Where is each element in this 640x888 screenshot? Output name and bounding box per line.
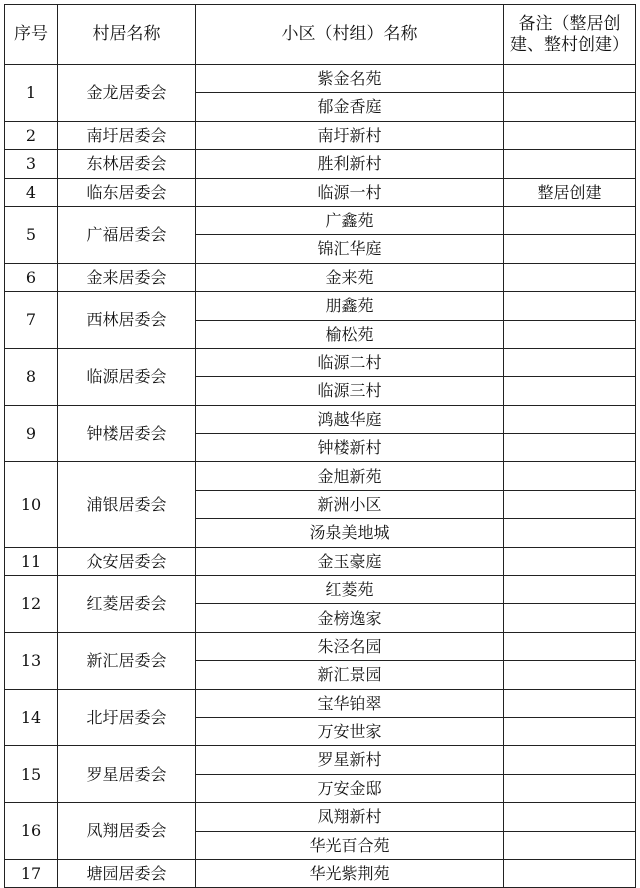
serial-number-cell: 3 xyxy=(5,150,58,178)
committee-name-cell: 北圩居委会 xyxy=(58,689,196,746)
table-row xyxy=(5,348,636,376)
table-body xyxy=(5,65,636,888)
remarks-cell xyxy=(504,93,636,121)
remarks-cell xyxy=(504,292,636,320)
remarks-cell xyxy=(504,803,636,831)
table-row xyxy=(5,121,636,149)
committee-name-cell: 临东居委会 xyxy=(58,178,196,206)
remarks-cell xyxy=(504,263,636,291)
table-row xyxy=(5,462,636,490)
community-name-cell: 郁金香庭 xyxy=(196,93,504,121)
community-name-cell: 钟楼新村 xyxy=(196,434,504,462)
serial-number-cell: 14 xyxy=(5,689,58,746)
remarks-cell xyxy=(504,604,636,632)
committee-name-cell: 西林居委会 xyxy=(58,292,196,349)
community-name-cell: 凤翔新村 xyxy=(196,803,504,831)
remarks-cell xyxy=(504,434,636,462)
serial-number-cell: 10 xyxy=(5,462,58,547)
remarks-cell xyxy=(504,661,636,689)
committee-name-cell: 浦银居委会 xyxy=(58,462,196,547)
committee-name-cell: 金来居委会 xyxy=(58,263,196,291)
committee-name-cell: 广福居委会 xyxy=(58,206,196,263)
community-name-cell: 华光紫荆苑 xyxy=(196,859,504,887)
community-name-cell: 锦汇华庭 xyxy=(196,235,504,263)
remarks-cell xyxy=(504,689,636,717)
committee-name-cell: 红菱居委会 xyxy=(58,576,196,633)
serial-number-cell: 17 xyxy=(5,859,58,887)
remarks-cell xyxy=(504,206,636,234)
community-name-cell: 万安世家 xyxy=(196,717,504,745)
serial-number-cell: 15 xyxy=(5,746,58,803)
table-row xyxy=(5,576,636,604)
committee-name-cell: 东林居委会 xyxy=(58,150,196,178)
committee-name-cell: 罗星居委会 xyxy=(58,746,196,803)
table-row xyxy=(5,803,636,831)
serial-number-cell: 4 xyxy=(5,178,58,206)
committee-name-cell: 金龙居委会 xyxy=(58,65,196,122)
remarks-cell xyxy=(504,462,636,490)
community-name-cell: 华光百合苑 xyxy=(196,831,504,859)
community-name-cell: 宝华铂翠 xyxy=(196,689,504,717)
remarks-cell xyxy=(504,717,636,745)
serial-number-cell: 9 xyxy=(5,405,58,462)
community-name-cell: 新汇景园 xyxy=(196,661,504,689)
community-name-cell: 广鑫苑 xyxy=(196,206,504,234)
table-row xyxy=(5,263,636,291)
serial-number-cell: 1 xyxy=(5,65,58,122)
header-remarks: 备注（整居创建、整村创建） xyxy=(504,5,636,65)
table-row xyxy=(5,632,636,660)
community-name-cell: 罗星新村 xyxy=(196,746,504,774)
table-row xyxy=(5,206,636,234)
community-name-cell: 万安金邸 xyxy=(196,774,504,802)
remarks-cell xyxy=(504,632,636,660)
remarks-cell xyxy=(504,121,636,149)
table-row xyxy=(5,178,636,206)
table-row xyxy=(5,405,636,433)
remarks-cell xyxy=(504,547,636,575)
community-name-cell: 南圩新村 xyxy=(196,121,504,149)
committee-name-cell: 新汇居委会 xyxy=(58,632,196,689)
committee-name-cell: 南圩居委会 xyxy=(58,121,196,149)
remarks-cell xyxy=(504,377,636,405)
remarks-cell xyxy=(504,405,636,433)
committee-name-cell: 众安居委会 xyxy=(58,547,196,575)
community-name-cell: 朱泾名园 xyxy=(196,632,504,660)
remarks-cell xyxy=(504,519,636,547)
remarks-cell xyxy=(504,320,636,348)
table-row xyxy=(5,292,636,320)
community-name-cell: 朋鑫苑 xyxy=(196,292,504,320)
committee-name-cell: 钟楼居委会 xyxy=(58,405,196,462)
committee-name-cell: 临源居委会 xyxy=(58,348,196,405)
community-name-cell: 新洲小区 xyxy=(196,490,504,518)
community-name-cell: 红菱苑 xyxy=(196,576,504,604)
serial-number-cell: 16 xyxy=(5,803,58,860)
committee-name-cell: 凤翔居委会 xyxy=(58,803,196,860)
serial-number-cell: 5 xyxy=(5,206,58,263)
remarks-cell xyxy=(504,859,636,887)
serial-number-cell: 7 xyxy=(5,292,58,349)
serial-number-cell: 13 xyxy=(5,632,58,689)
community-name-cell: 胜利新村 xyxy=(196,150,504,178)
header-community-name: 小区（村组）名称 xyxy=(196,5,504,65)
remarks-cell xyxy=(504,746,636,774)
serial-number-cell: 12 xyxy=(5,576,58,633)
remarks-cell xyxy=(504,774,636,802)
table-row xyxy=(5,859,636,887)
header-serial-number: 序号 xyxy=(5,5,58,65)
remarks-cell xyxy=(504,65,636,93)
committee-name-cell: 塘园居委会 xyxy=(58,859,196,887)
community-name-cell: 汤泉美地城 xyxy=(196,519,504,547)
community-name-cell: 金榜逸家 xyxy=(196,604,504,632)
table-row xyxy=(5,150,636,178)
community-name-cell: 金旭新苑 xyxy=(196,462,504,490)
community-name-cell: 金来苑 xyxy=(196,263,504,291)
remarks-cell: 整居创建 xyxy=(504,178,636,206)
serial-number-cell: 11 xyxy=(5,547,58,575)
community-name-cell: 榆松苑 xyxy=(196,320,504,348)
table-row xyxy=(5,689,636,717)
community-name-cell: 鸿越华庭 xyxy=(196,405,504,433)
remarks-cell xyxy=(504,150,636,178)
community-name-cell: 紫金名苑 xyxy=(196,65,504,93)
remarks-cell xyxy=(504,576,636,604)
community-name-cell: 金玉豪庭 xyxy=(196,547,504,575)
remarks-cell xyxy=(504,348,636,376)
remarks-cell xyxy=(504,490,636,518)
community-name-cell: 临源一村 xyxy=(196,178,504,206)
remarks-cell xyxy=(504,831,636,859)
community-name-cell: 临源二村 xyxy=(196,348,504,376)
serial-number-cell: 2 xyxy=(5,121,58,149)
community-name-cell: 临源三村 xyxy=(196,377,504,405)
remarks-cell xyxy=(504,235,636,263)
serial-number-cell: 6 xyxy=(5,263,58,291)
header-committee-name: 村居名称 xyxy=(58,5,196,65)
table-row xyxy=(5,746,636,774)
header-row xyxy=(5,5,636,65)
community-table xyxy=(4,4,636,888)
table-row xyxy=(5,547,636,575)
serial-number-cell: 8 xyxy=(5,348,58,405)
table-row xyxy=(5,65,636,93)
